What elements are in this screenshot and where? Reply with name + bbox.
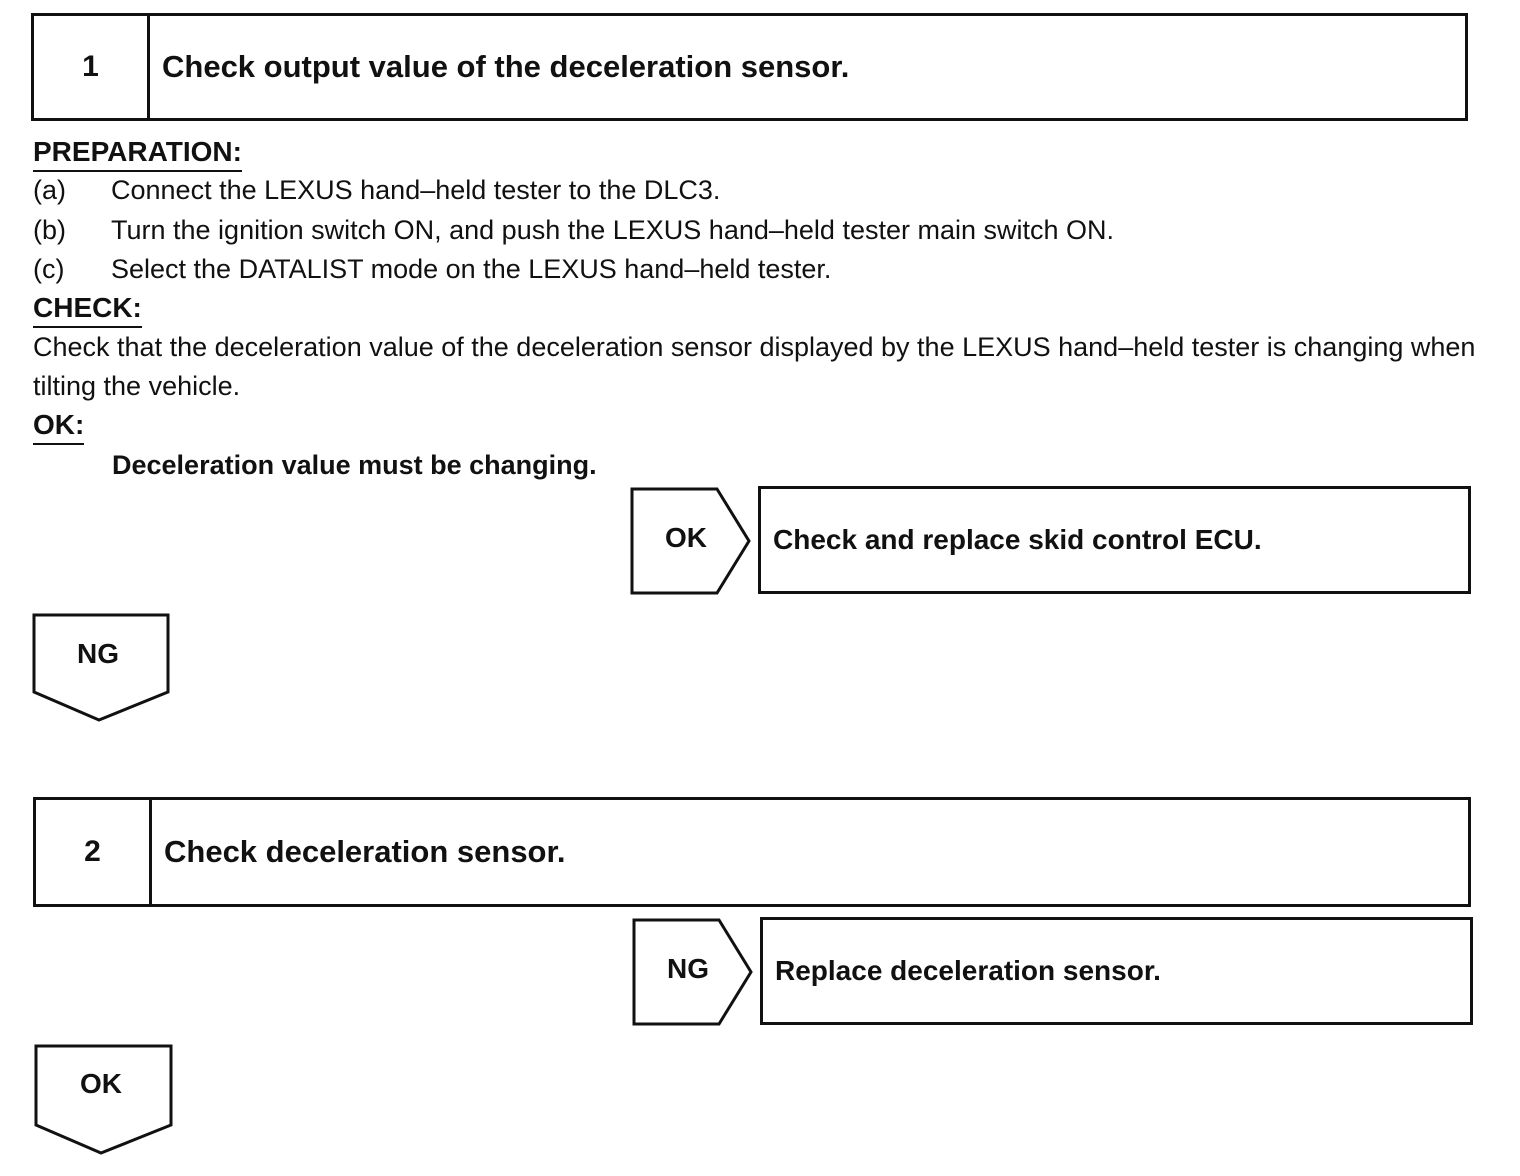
step-2-title: Check deceleration sensor. bbox=[164, 834, 566, 869]
preparation-item-b bbox=[33, 214, 1114, 246]
preparation-item-letter: (a) bbox=[33, 175, 66, 205]
branch-2-down-label: OK bbox=[80, 1068, 122, 1099]
branch-1-down-label: NG bbox=[77, 638, 119, 669]
branch-2-action-box bbox=[760, 917, 1473, 1025]
step-1-number: 1 bbox=[34, 16, 150, 118]
preparation-item-text: Select the DATALIST mode on the LEXUS hand–held tester. bbox=[111, 254, 832, 284]
step-1-header bbox=[31, 13, 1468, 121]
preparation-item-letter: (c) bbox=[33, 254, 65, 284]
branch-1-result-label: OK bbox=[665, 522, 707, 553]
step-1-title: Check output value of the deceleration sensor. bbox=[162, 49, 850, 84]
step-2-number: 2 bbox=[36, 800, 152, 904]
preparation-label: PREPARATION: bbox=[33, 136, 242, 172]
check-text: Check that the deceleration value of the deceleration sensor displayed by the LEXUS hand–held tester is changing when tilting the vehicle. bbox=[33, 332, 1476, 401]
preparation-item-a bbox=[33, 174, 720, 206]
branch-1-action-text: Check and replace skid control ECU. bbox=[773, 524, 1262, 555]
preparation-item-letter: (b) bbox=[33, 215, 66, 245]
branch-2-down-arrow bbox=[33, 1043, 175, 1157]
check-label: CHECK: bbox=[33, 292, 142, 328]
branch-2-result-label: NG bbox=[667, 953, 709, 984]
preparation-item-text: Connect the LEXUS hand–held tester to the DLC3. bbox=[111, 175, 721, 205]
ok-spec-text: Deceleration value must be changing. bbox=[112, 450, 597, 480]
step-2-header bbox=[33, 797, 1471, 907]
ok-label: OK: bbox=[33, 409, 84, 445]
branch-1-action-box bbox=[758, 486, 1471, 594]
branch-2-action-text: Replace deceleration sensor. bbox=[775, 955, 1161, 986]
preparation-item-text: Turn the ignition switch ON, and push the LEXUS hand–held tester main switch ON. bbox=[111, 215, 1115, 245]
preparation-item-c bbox=[33, 253, 831, 285]
